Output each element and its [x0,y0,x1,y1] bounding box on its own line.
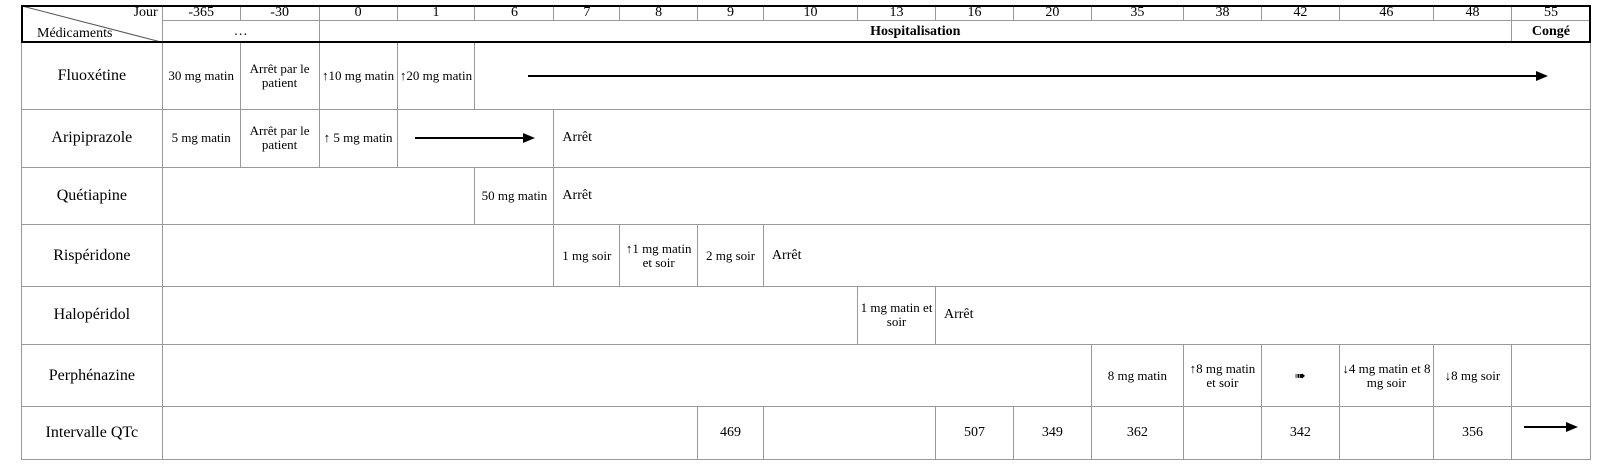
qtc-value: 469 [698,407,764,460]
day-cell: 10 [763,6,857,21]
empty-cell [763,407,935,460]
drug-name: Rispéridone [22,225,163,287]
right-arrow-icon [518,69,1548,83]
medicaments-label: Médicaments [37,26,113,42]
row-aripiprazole [22,109,1591,167]
day-cell: -30 [240,6,319,21]
qtc-value: 362 [1091,407,1183,460]
drug-name: Quétiapine [22,167,163,225]
day-cell: 7 [554,6,620,21]
stop-cell: Arrêt [935,287,1590,345]
continuation-arrow-cell [475,43,1591,110]
medication-timeline-table [21,5,1591,460]
dose-cell: ↑10 mg matin [319,43,397,110]
stop-cell: Arrêt [763,225,1590,287]
dose-cell: 30 mg matin [162,43,240,110]
empty-cell [162,167,475,225]
day-cell: 42 [1261,6,1339,21]
empty-cell [162,287,857,345]
day-cell: 16 [935,6,1013,21]
row-fluoxetine [22,43,1591,110]
dose-cell: Arrêt par le patient [240,109,319,167]
day-cell: 35 [1091,6,1183,21]
drug-name: Aripiprazole [22,109,163,167]
dose-cell: ↓8 mg soir [1433,344,1511,407]
dose-cell: 2 mg soir [698,225,764,287]
row-perphenazine [22,344,1591,407]
qtc-value: 349 [1013,407,1091,460]
pre-period-cell: … [162,21,319,43]
empty-cell [162,407,697,460]
day-cell: 55 [1511,6,1590,21]
day-cell: 1 [397,6,475,21]
dose-cell: 1 mg soir [554,225,620,287]
empty-cell [162,344,1091,407]
qtc-value: 342 [1261,407,1339,460]
conge-cell: Congé [1511,21,1590,43]
empty-cell [1339,407,1433,460]
drug-name: Halopéridol [22,287,163,345]
dose-cell: ↑ 5 mg matin [319,109,397,167]
day-cell: 48 [1433,6,1511,21]
continuation-arrow-cell [397,109,554,167]
empty-cell [1183,407,1261,460]
day-cell: -365 [162,6,240,21]
dose-cell: 50 mg matin [475,167,554,225]
qtc-value: 507 [935,407,1013,460]
drug-name: Fluoxétine [22,43,163,110]
dose-cell: ↑8 mg matin et soir [1183,344,1261,407]
day-cell: 9 [698,6,764,21]
period-row [22,21,1591,43]
day-cell: 0 [319,6,397,21]
dose-cell: 8 mg matin [1091,344,1183,407]
jour-label: Jour [133,5,158,20]
dose-cell: ↑1 mg matin et soir [620,225,698,287]
drug-name: Intervalle QTc [22,407,163,460]
day-cell: 8 [620,6,698,21]
day-cell: 13 [858,6,936,21]
dose-cell: ↑20 mg matin [397,43,475,110]
stop-cell: Arrêt [554,109,1591,167]
drug-name: Perphénazine [22,344,163,407]
dose-cell: Arrêt par le patient [240,43,319,110]
hospitalisation-cell: Hospitalisation [319,21,1511,43]
row-haloperidol [22,287,1591,345]
corner-header [22,6,163,43]
empty-cell [1511,344,1590,407]
empty-cell [162,225,554,287]
day-cell: 46 [1339,6,1433,21]
qtc-value: 356 [1433,407,1511,460]
right-arrow-icon [1524,420,1578,434]
dose-cell: 1 mg matin et soir [858,287,936,345]
dose-cell: ↓4 mg matin et 8 mg soir [1339,344,1433,407]
continuation-arrow-cell [1511,407,1590,460]
day-cell: 38 [1183,6,1261,21]
day-row [22,6,1591,21]
arrow-icon-cell: ➠ [1261,344,1339,407]
right-arrow-icon [415,131,535,145]
row-quetiapine [22,167,1591,225]
stop-cell: Arrêt [554,167,1591,225]
row-qtc [22,407,1591,460]
row-risperidone [22,225,1591,287]
day-cell: 20 [1013,6,1091,21]
dose-cell: 5 mg matin [162,109,240,167]
day-cell: 6 [475,6,554,21]
